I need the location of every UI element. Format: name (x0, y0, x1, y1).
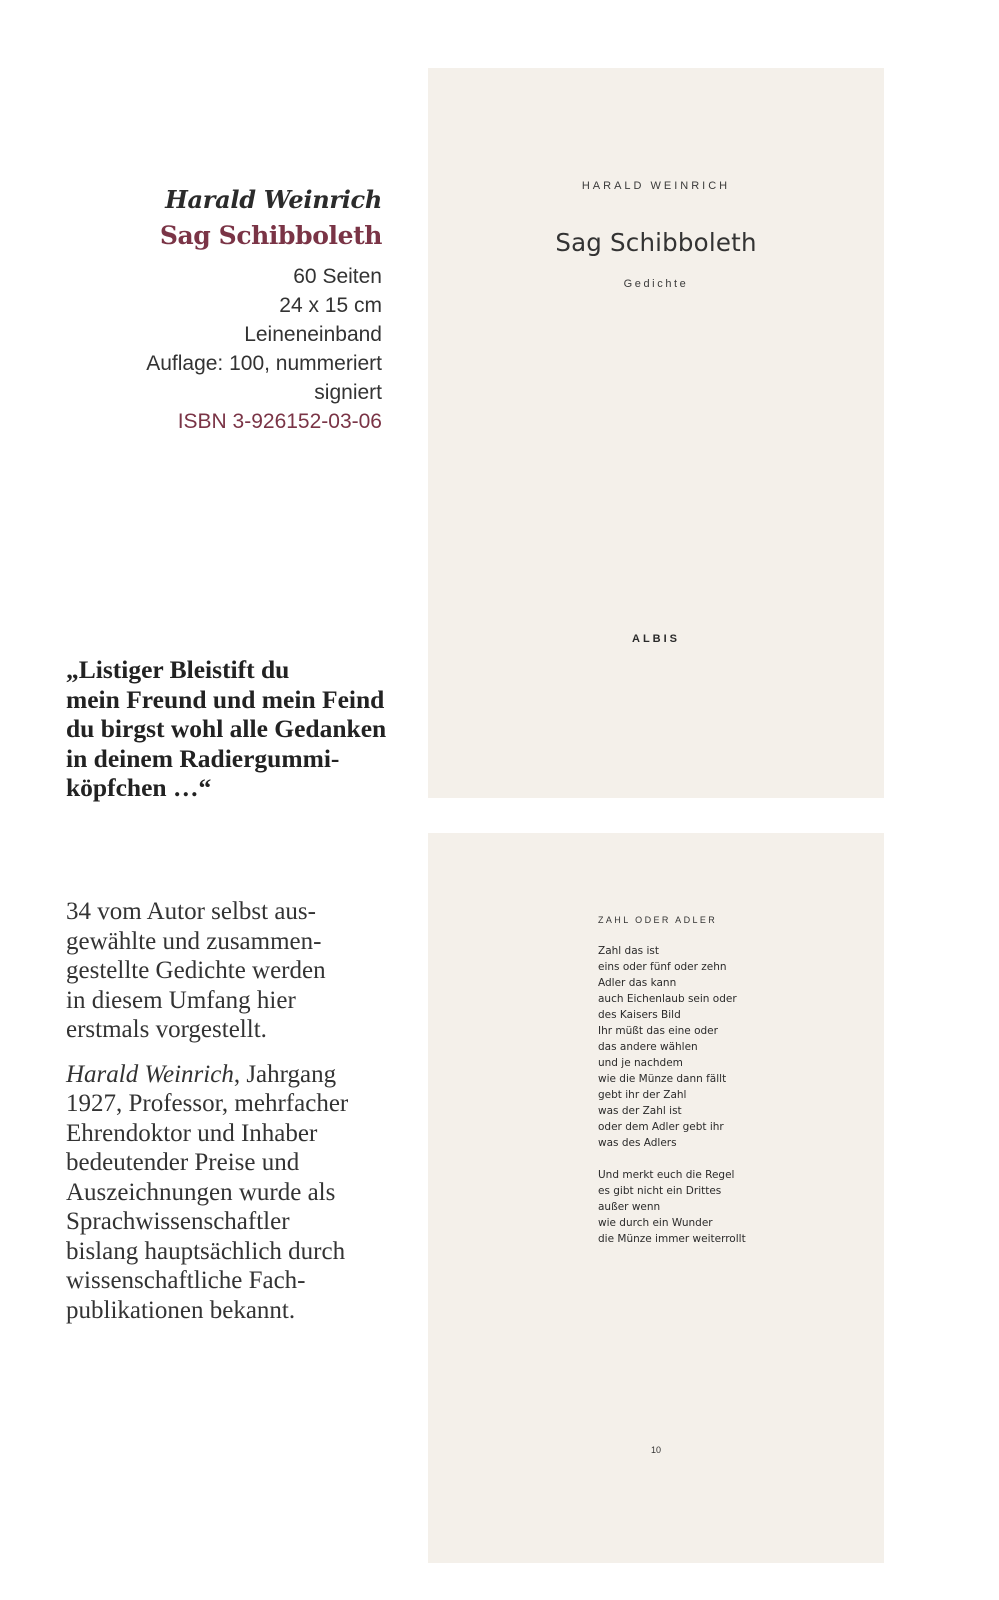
poem-line: Zahl das ist (598, 945, 659, 957)
book-cover (428, 68, 884, 798)
text-line: gewählte und zusammen- (66, 927, 322, 955)
book-details (100, 262, 382, 436)
text-line: 1927, Professor, mehrfacher (66, 1090, 349, 1117)
cover-author: HARALD WEINRICH (581, 180, 731, 192)
poem-line: eins oder fünf oder zehn (598, 961, 727, 973)
text-line: in diesem Umfang hier (66, 986, 296, 1014)
quote-line: in deinem Radiergummi- (66, 743, 340, 773)
book-title: Sag Schibboleth (159, 221, 382, 250)
poem-stanza-2 (598, 1167, 746, 1247)
cover-title: Sag Schibboleth (555, 228, 757, 257)
text-line: Sprachwissenschaftler (66, 1208, 290, 1235)
poem-stanza-1 (598, 943, 746, 1151)
description-paragraph-2 (66, 1060, 396, 1326)
detail-signed: signiert (314, 381, 382, 404)
poem-line: es gibt nicht ein Drittes (598, 1185, 722, 1197)
text-line: publikationen bekannt. (66, 1296, 296, 1324)
poem-title: ZAHL ODER ADLER (598, 915, 718, 925)
poem-line: wie die Münze dann fällt (598, 1073, 727, 1085)
detail-pages: 60 Seiten (293, 265, 382, 288)
quote-line: mein Freund und mein Feind (66, 684, 385, 714)
poem-line: das andere wählen (598, 1041, 698, 1053)
text-line: Ehrendoktor und Inhaber (66, 1119, 318, 1147)
poem-line: des Kaisers Bild (598, 1009, 681, 1021)
description (66, 897, 396, 1325)
quote (66, 655, 396, 803)
poem-line: oder dem Adler gebt ihr (598, 1121, 724, 1133)
page-number: 10 (650, 1445, 661, 1455)
text-line: wissenschaftliche Fach- (66, 1267, 306, 1294)
poem-line: was der Zahl ist (598, 1105, 682, 1117)
poem-line: und je nachdem (598, 1057, 683, 1069)
author-name-italic: Harald Weinrich (66, 1060, 234, 1088)
text-line: bislang hauptsächlich durch (66, 1237, 346, 1265)
poem-line: Adler das kann (598, 977, 677, 989)
sample-page (428, 833, 884, 1563)
book-info (100, 184, 382, 436)
poem-line: Und merkt euch die Regel (598, 1169, 735, 1181)
quote-line: köpfchen …“ (66, 773, 212, 802)
detail-format: 24 x 15 cm (279, 294, 382, 317)
detail-edition: Auflage: 100, nummeriert (146, 352, 382, 375)
poem-line: außer wenn (598, 1201, 661, 1213)
book-author: Harald Weinrich (165, 185, 382, 214)
poem-line: gebt ihr der Zahl (598, 1089, 687, 1101)
quote-line: du birgst wohl alle Gedanken (66, 714, 387, 743)
detail-binding: Leineneinband (244, 323, 382, 346)
text-line: bedeutender Preise und (66, 1149, 300, 1176)
text-line: erstmals vorgestellt. (66, 1016, 267, 1043)
cover-publisher: ALBIS (632, 633, 680, 645)
poem (598, 943, 746, 1247)
poem-line: was des Adlers (598, 1137, 677, 1149)
quote-line: „Listiger Bleistift du (66, 655, 290, 684)
poem-line: Ihr müßt das eine oder (598, 1025, 718, 1037)
poem-line: die Münze immer weiterrollt (598, 1233, 746, 1245)
poem-line: auch Eichenlaub sein oder (598, 993, 737, 1005)
cover-subtitle: Gedichte (623, 278, 689, 290)
poem-line: wie durch ein Wunder (598, 1217, 713, 1229)
text-line: 34 vom Autor selbst aus- (66, 898, 316, 925)
text-line: gestellte Gedichte werden (66, 957, 326, 984)
text-line: Auszeichnungen wurde als (66, 1178, 336, 1206)
text-line (66, 1060, 396, 1090)
text-fragment: , Jahrgang (233, 1060, 337, 1088)
isbn: ISBN 3-926152-03-06 (177, 410, 382, 433)
description-paragraph-1 (66, 897, 396, 1045)
